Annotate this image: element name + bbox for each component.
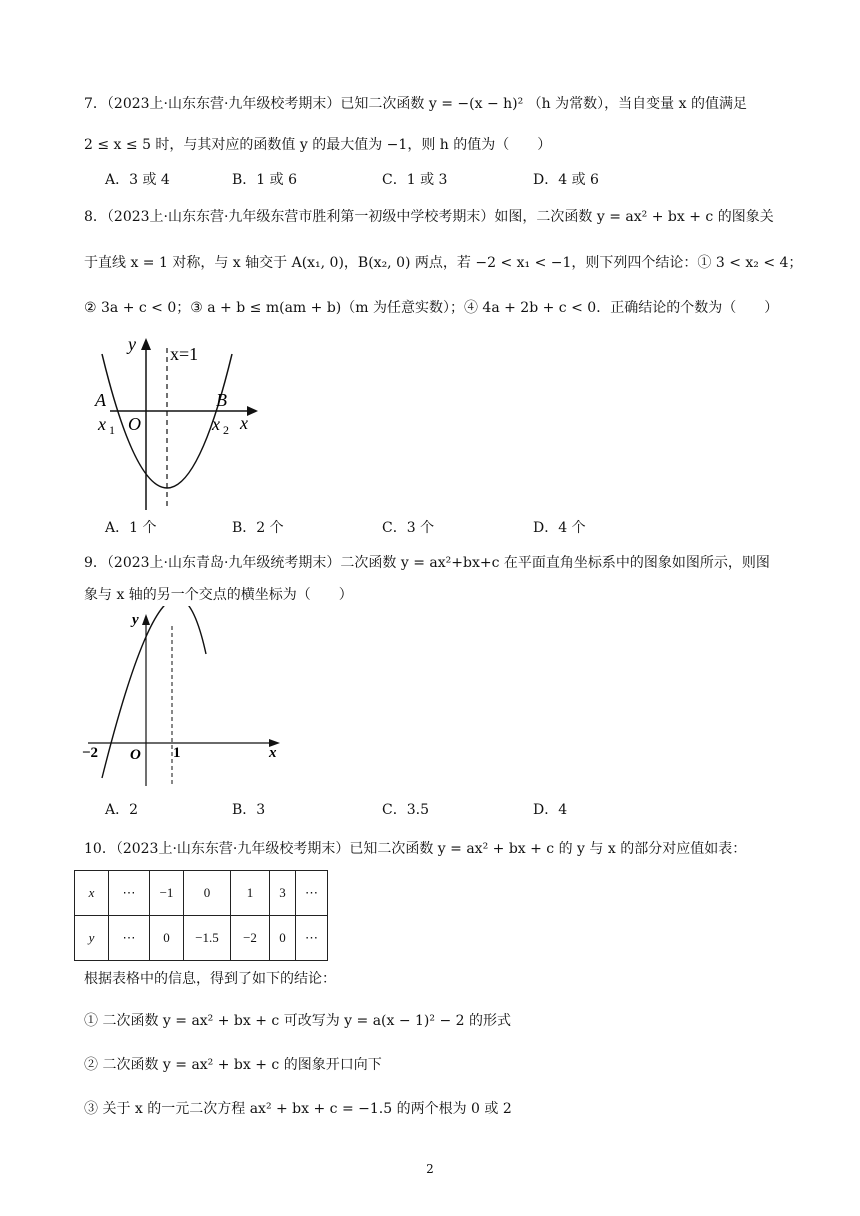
q7-line-2: 2 ≤ x ≤ 5 时，与其对应的函数值 y 的最大值为 −1，则 h 的值为（ ） <box>84 137 552 153</box>
q10-intro: 根据表格中的信息，得到了如下的结论： <box>84 971 336 987</box>
q8-x2-subscript: 2 <box>223 423 229 437</box>
table-cell: −1.5 <box>184 916 231 961</box>
table-cell: −2 <box>231 916 270 961</box>
table-row <box>75 871 328 916</box>
q9-option-a[interactable]: A．2 <box>105 802 139 818</box>
q8-line-3: ② 3a + c < 0；③ a + b ≤ m(am + b)（m 为任意实数）；④ 4a + 2b + c < 0．正确结论的个数为（ ） <box>84 300 779 316</box>
q8-x1-subscript: 1 <box>109 423 115 437</box>
q8-option-c[interactable]: C．3 个 <box>382 520 435 536</box>
q8-option-d[interactable]: D．4 个 <box>533 520 586 536</box>
q8-x-label: x <box>240 413 248 433</box>
q7-option-b[interactable]: B．1 或 6 <box>232 172 298 188</box>
table-cell: ⋯ <box>296 916 328 961</box>
q8-point-b-label: B <box>216 390 227 410</box>
table-cell: 0 <box>270 916 296 961</box>
q9-y-arrow-icon <box>142 614 150 625</box>
q9-neg2-label: −2 <box>82 745 99 761</box>
q9-option-d[interactable]: D．4 <box>533 802 568 818</box>
q7-option-d[interactable]: D．4 或 6 <box>533 172 599 188</box>
table-cell: 3 <box>270 871 296 916</box>
q10-line-1: 10．（2023上·山东东营·九年级校考期末）已知二次函数 y = ax² + bx + c 的 y 与 x 的部分对应值如表： <box>84 841 747 857</box>
table-cell: −1 <box>150 871 184 916</box>
q8-y-label: y <box>128 334 136 354</box>
q10-conclusion-2: ② 二次函数 y = ax² + bx + c 的图象开口向下 <box>84 1057 382 1073</box>
table-row <box>75 916 328 961</box>
q8-symmetry-label: x=1 <box>170 344 199 364</box>
q9-parabola-figure <box>80 606 290 790</box>
table-cell: 1 <box>231 871 270 916</box>
q10-conclusion-1: ① 二次函数 y = ax² + bx + c 可改写为 y = a(x − 1)² − 2 的形式 <box>84 1013 511 1029</box>
q10-value-table <box>74 870 328 961</box>
q9-origin-label: O <box>130 747 141 763</box>
table-cell: x <box>75 871 109 916</box>
q7-option-a[interactable]: A．3 或 4 <box>105 172 170 188</box>
q9-one-label: 1 <box>173 745 181 761</box>
table-cell: ⋯ <box>296 871 328 916</box>
table-cell: ⋯ <box>109 871 150 916</box>
q8-x2-label: x <box>212 414 220 434</box>
q9-option-c[interactable]: C．3.5 <box>382 802 429 818</box>
table-cell: 0 <box>184 871 231 916</box>
q7-line-1: 7．（2023上·山东东营·九年级校考期末）已知二次函数 y = −(x − h)² （h 为常数），当自变量 x 的值满足 <box>84 96 747 112</box>
q9-line-2: 象与 x 轴的另一个交点的横坐标为（ ） <box>84 587 353 603</box>
table-cell: 0 <box>150 916 184 961</box>
q8-y-arrow-icon <box>141 338 151 350</box>
q8-parabola-figure <box>92 332 272 514</box>
q9-y-label: y <box>132 612 139 628</box>
q8-line-1: 8．（2023上·山东东营·九年级东营市胜利第一初级中学校考期末）如图，二次函数 y = ax² + bx + c 的图象关 <box>84 209 774 225</box>
q10-conclusion-3: ③ 关于 x 的一元二次方程 ax² + bx + c = −1.5 的两个根为 0 或 2 <box>84 1101 512 1117</box>
page-number: 2 <box>426 1162 434 1176</box>
q8-x-arrow-icon <box>247 406 258 416</box>
table-cell: y <box>75 916 109 961</box>
q8-option-b[interactable]: B．2 个 <box>232 520 284 536</box>
table-cell: ⋯ <box>109 916 150 961</box>
q9-line-1: 9．（2023上·山东青岛·九年级统考期末）二次函数 y = ax²+bx+c 在平面直角坐标系中的图象如图所示，则图 <box>84 555 770 571</box>
q8-origin-label: O <box>128 414 141 434</box>
q9-parabola-curve <box>102 606 206 778</box>
q8-option-a[interactable]: A．1 个 <box>105 520 157 536</box>
q8-line-2: 于直线 x = 1 对称，与 x 轴交于 A(x₁, 0)，B(x₂, 0) 两点，若 −2 < x₁ < −1，则下列四个结论：① 3 < x₂ < 4； <box>84 255 803 271</box>
q8-x1-label: x <box>98 414 106 434</box>
q9-option-b[interactable]: B．3 <box>232 802 266 818</box>
q9-x-label: x <box>269 745 277 761</box>
q8-point-a-label: A <box>95 390 106 410</box>
q7-option-c[interactable]: C．1 或 3 <box>382 172 448 188</box>
